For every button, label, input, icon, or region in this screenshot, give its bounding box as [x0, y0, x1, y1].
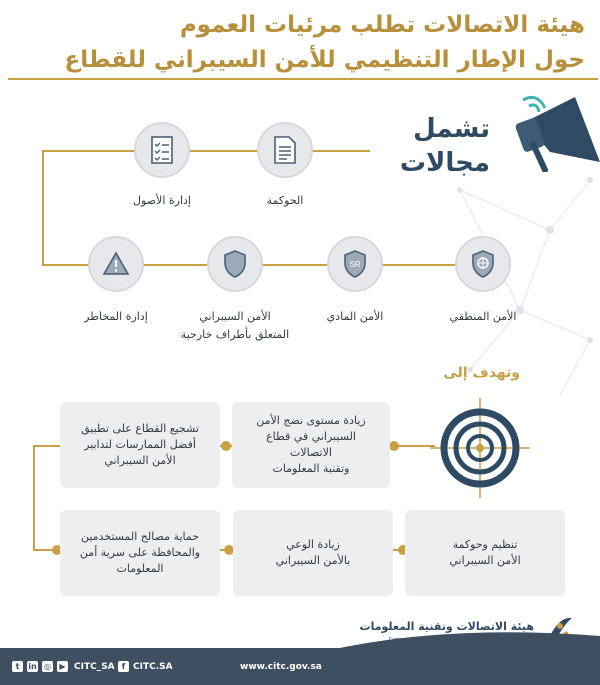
goal-best-practices-line-1: تشجيع القطاع على تطبيق	[81, 422, 199, 435]
footer-bar	[0, 648, 600, 685]
goal-user-protection-line-1: حماية مصالح المستخدمين	[80, 530, 200, 543]
target-icon	[430, 398, 530, 498]
goal-dot	[389, 441, 399, 451]
goal-maturity-line-2: السيبراني في قطاع الاتصالات	[266, 430, 356, 459]
goal-card-user-protection	[60, 510, 220, 596]
goal-dot	[221, 441, 231, 451]
goal-awareness-line-2: بالأمن السيبراني	[275, 554, 351, 567]
goal-user-protection-line-3: المعلومات	[116, 562, 164, 575]
instagram-icon[interactable]: ◎	[42, 661, 53, 672]
footer-facebook-handle: CITC.SA	[133, 661, 173, 672]
logical-shield-icon	[470, 249, 496, 279]
footer-facebook-group[interactable]	[118, 661, 173, 672]
facebook-icon: f	[118, 661, 129, 672]
domain-risk-management-label: إدارة المخاطر	[84, 310, 148, 323]
goal-maturity-line-1: زيادة مستوى نضج الأمن	[256, 414, 366, 427]
title-line-2: حول الإطار التنظيمي للأمن السيبراني للقطاع	[64, 47, 585, 73]
domain-third-party-label-line-2: المتعلق بأطراف خارجية	[180, 328, 290, 341]
goal-governance-line-2: الأمن السيبراني	[449, 554, 521, 567]
domain-asset-management-label: إدارة الأصول	[133, 194, 191, 207]
goal-best-practices-line-3: الأمن السيبراني	[104, 454, 176, 467]
domains-connector-left	[42, 150, 44, 266]
goal-card-awareness	[233, 510, 393, 596]
document-icon	[272, 135, 298, 165]
title-line-1: هيئة الاتصالات تطلب مرئيات العموم	[179, 12, 585, 38]
third-party-security-icon-circle	[207, 236, 263, 292]
youtube-icon[interactable]: ▶	[57, 661, 68, 672]
asset-management-icon-circle	[134, 122, 190, 178]
goals-heading: وتهدف إلى	[443, 365, 520, 381]
warning-icon	[102, 251, 130, 277]
risk-management-icon-circle	[88, 236, 144, 292]
goal-user-protection-line-2: والمحافظة على سرية أمن	[79, 546, 201, 559]
domain-logical-security-label: الأمن المنطقي	[449, 310, 517, 323]
goal-card-governance	[405, 510, 565, 596]
logical-security-icon-circle	[455, 236, 511, 292]
goals-connector-left	[33, 445, 35, 551]
linkedin-icon[interactable]: in	[28, 662, 37, 671]
domains-heading-line-1: تشمل	[413, 114, 490, 144]
goal-best-practices-line-2: أفضل الممارسات لتدابير	[84, 438, 196, 451]
sr-badge-text: SR	[349, 260, 361, 269]
goal-awareness-line-1: زيادة الوعي	[286, 538, 340, 551]
goal-card-best-practices	[60, 402, 220, 488]
footer-social-handle: CITC_SA	[74, 661, 115, 672]
title-divider	[8, 78, 598, 80]
domains-heading-line-2: مجالات	[399, 148, 490, 178]
domain-governance-label: الحوكمة	[266, 194, 304, 207]
governance-icon-circle	[257, 122, 313, 178]
footer-website-link[interactable]: www.citc.gov.sa	[240, 662, 322, 672]
checklist-icon	[149, 135, 175, 165]
twitter-icon[interactable]: t	[12, 661, 23, 672]
megaphone-icon	[515, 92, 600, 172]
footer-wave	[330, 628, 600, 650]
domain-third-party-label-line-1: الأمن السيبراني	[199, 310, 271, 323]
logo-arabic-text: هيئة الاتصالات وتقنية المعلومات	[359, 620, 534, 633]
physical-security-icon-circle	[327, 236, 383, 292]
goal-governance-line-1: تنظيم وحوكمة	[452, 538, 518, 551]
domain-physical-security-label: الأمن المادي	[326, 310, 384, 323]
goal-card-maturity	[232, 402, 390, 488]
goals-connector-top	[33, 445, 61, 447]
sr-shield-icon	[342, 249, 368, 279]
domains-connector-top	[42, 150, 370, 152]
goal-maturity-line-3: وتقنية المعلومات	[272, 462, 350, 475]
shield-icon	[222, 249, 248, 279]
footer-social-group[interactable]	[12, 661, 115, 672]
